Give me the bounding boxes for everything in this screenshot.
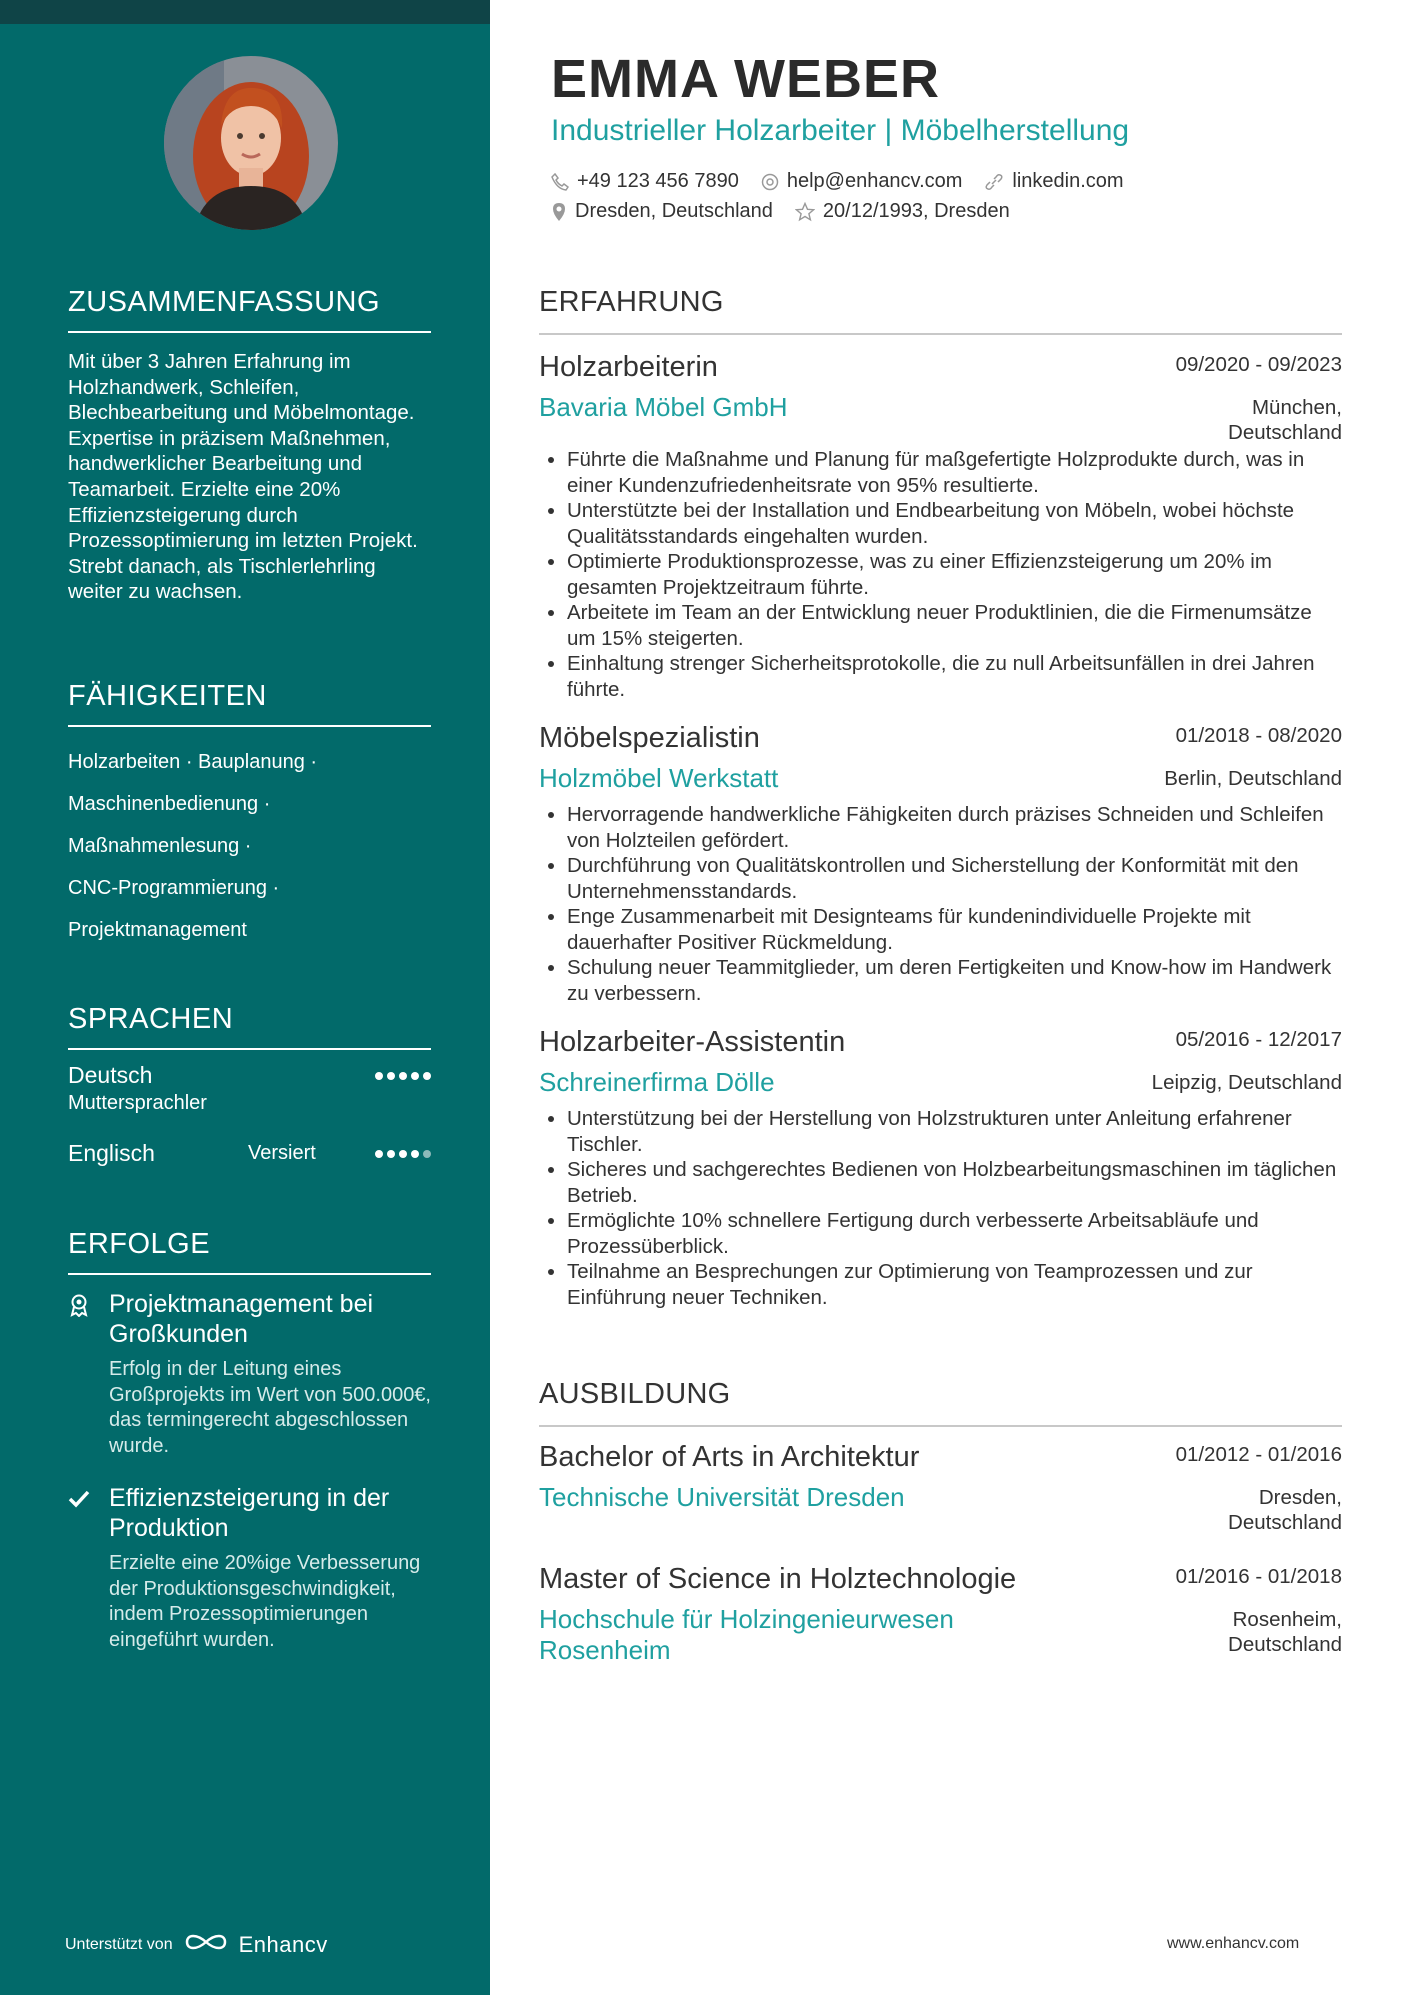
skill-item: Maßnahmenlesung · xyxy=(68,835,252,857)
company-name: Holzmöbel Werkstatt xyxy=(539,763,779,793)
job-location: Berlin, Deutschland xyxy=(1164,767,1342,790)
bullet-item: • Teilnahme an Besprechungen zur Optimierung von Teamprozessen und zur Einführung neuer Techniken. xyxy=(567,1259,1342,1310)
contact-email[interactable]: help@enhancv.com xyxy=(761,170,963,193)
profile-photo xyxy=(164,56,338,230)
achievement-title: Effizienzsteigerung in der Produktion xyxy=(109,1484,390,1542)
contact-phone: +49 123 456 7890 xyxy=(551,170,739,193)
contact-linkedin[interactable]: linkedin.com xyxy=(984,170,1123,193)
link-icon xyxy=(984,173,1004,191)
language-level: Versiert xyxy=(248,1142,316,1164)
bullet-item: • Schulung neuer Teammitglieder, um deren Fertigkeiten und Know-how im Handwerk zu verbessern. xyxy=(567,955,1342,1006)
bullet-item: • Optimierte Produktionsprozesse, was zu einer Effizienzsteigerung um 20% im gesamten Projektzeitraum führte. xyxy=(567,549,1342,600)
degree-title: Bachelor of Arts in Architektur xyxy=(539,1441,920,1473)
education-entry xyxy=(539,1563,1342,1666)
skills-section xyxy=(68,680,431,951)
experience-entry xyxy=(539,722,1342,1006)
job-bullets xyxy=(539,1106,1342,1310)
job-bullets xyxy=(539,802,1342,1006)
language-name: Deutsch xyxy=(68,1062,153,1088)
education-title: AUSBILDUNG xyxy=(539,1378,1342,1427)
bullet-item: • Unterstützung bei der Herstellung von Holzstrukturen unter Anleitung erfahrener Tischler. xyxy=(567,1106,1342,1157)
enhancv-logo-icon xyxy=(183,1930,229,1959)
powered-by-label: Unterstützt von xyxy=(65,1935,173,1953)
job-dates: 05/2016 - 12/2017 xyxy=(1175,1028,1342,1051)
job-title: Möbelspezialistin xyxy=(539,722,760,754)
experience-section xyxy=(539,286,1342,1310)
education-dates: 01/2016 - 01/2018 xyxy=(1175,1565,1342,1588)
job-location: Leipzig, Deutschland xyxy=(1151,1071,1342,1094)
location-pin-icon xyxy=(551,202,567,222)
job-bullets xyxy=(539,447,1342,702)
skill-item: Projektmanagement xyxy=(68,919,247,941)
achievement-item xyxy=(68,1483,431,1653)
achievement-desc: Erzielte eine 20%ige Verbesserung der Produktionsgeschwindigkeit, indem Prozessoptimierungen eingeführt wurden. xyxy=(109,1552,421,1651)
school-name: Technische Universität Dresden xyxy=(539,1482,905,1512)
school-name: Hochschule für Holzingenieurwesen Rosenheim xyxy=(539,1604,954,1665)
sidebar-top-bar xyxy=(0,0,490,24)
bullet-item: • Einhaltung strenger Sicherheitsprotokolle, die zu null Arbeitsunfällen in drei Jahren führte. xyxy=(567,651,1342,702)
bullet-item: • Sicheres und sachgerechtes Bedienen von Holzbearbeitungsmaschinen im täglichen Betrieb. xyxy=(567,1157,1342,1208)
bullet-item: • Führte die Maßnahme und Planung für maßgefertigte Holzprodukte durch, was in einer Kundenzufriedenheitsrate von 95% resultierte. xyxy=(567,447,1342,498)
education-location: Rosenheim, Deutschland xyxy=(1228,1608,1342,1656)
language-dots xyxy=(375,1072,431,1080)
bullet-item: • Enge Zusammenarbeit mit Designteams für kundenindividuelle Projekte mit dauerhafter Positiver Rückmeldung. xyxy=(567,904,1342,955)
candidate-headline: Industrieller Holzarbeiter | Möbelherstellung xyxy=(551,114,1130,147)
summary-title: ZUSAMMENFASSUNG xyxy=(68,286,431,333)
languages-title: SPRACHEN xyxy=(68,1003,431,1050)
degree-title: Master of Science in Holztechnologie xyxy=(539,1563,1017,1595)
contact-birth: 20/12/1993, Dresden xyxy=(795,200,1010,223)
skill-item: CNC-Programmierung · xyxy=(68,877,280,899)
contact-row-2 xyxy=(551,200,1032,223)
achievement-item xyxy=(68,1289,431,1459)
phone-icon xyxy=(551,173,569,191)
language-row xyxy=(68,1128,431,1198)
language-row xyxy=(68,1050,431,1120)
star-icon xyxy=(795,202,815,222)
contact-row-1 xyxy=(551,170,1146,193)
job-dates: 09/2020 - 09/2023 xyxy=(1175,353,1342,376)
achievements-section xyxy=(68,1228,431,1653)
check-icon xyxy=(68,1487,92,1511)
contact-location: Dresden, Deutschland xyxy=(551,200,773,223)
education-dates: 01/2012 - 01/2016 xyxy=(1175,1443,1342,1466)
achievement-title: Projektmanagement bei Großkunden xyxy=(109,1290,374,1348)
award-icon xyxy=(68,1293,92,1317)
language-dots xyxy=(375,1150,431,1158)
bullet-item: • Unterstützte bei der Installation und Endbearbeitung von Möbeln, wobei höchste Qualitätsstandards eingehalten wurden. xyxy=(567,498,1342,549)
education-location: Dresden, Deutschland xyxy=(1228,1486,1342,1534)
brand-name: Enhancv xyxy=(238,1931,328,1957)
achievement-desc: Erfolg in der Leitung eines Großprojekts im Wert von 500.000€, das termingerecht abgeschlossen wurde. xyxy=(109,1358,431,1457)
powered-by xyxy=(65,1930,328,1959)
skills-title: FÄHIGKEITEN xyxy=(68,680,431,727)
bullet-item: • Durchführung von Qualitätskontrollen und Sicherstellung der Konformität mit den Unternehmensstandards. xyxy=(567,853,1342,904)
job-title: Holzarbeiter-Assistentin xyxy=(539,1026,846,1058)
summary-text: Mit über 3 Jahren Erfahrung im Holzhandwerk, Schleifen, Blechbearbeitung und Möbelmontage. Expertise in präzisem Maßnehmen, handwerklicher Bearbeitung und Teamarbeit. Erzielte eine 20% Effizienzsteigerung durch Prozessoptimierung im letzten Projekt. Strebt danach, als Tischlerlehrling weiter zu wachsen. xyxy=(68,350,418,604)
education-entry xyxy=(539,1441,1342,1553)
company-name: Bavaria Möbel GmbH xyxy=(539,392,788,422)
language-level: Muttersprachler xyxy=(68,1092,207,1114)
language-name: Englisch xyxy=(68,1140,155,1166)
bullet-item: • Hervorragende handwerkliche Fähigkeiten durch präzises Schneiden und Schleifen von Holzteilen gefördert. xyxy=(567,802,1342,853)
job-title: Holzarbeiterin xyxy=(539,351,718,383)
summary-section xyxy=(68,286,431,605)
candidate-name: EMMA WEBER xyxy=(551,49,940,109)
education-section xyxy=(539,1378,1342,1666)
bullet-item: • Ermöglichte 10% schnellere Fertigung durch verbesserte Arbeitsabläufe und Prozessüberblick. xyxy=(567,1208,1342,1259)
company-name: Schreinerfirma Dölle xyxy=(539,1067,775,1097)
footer-url[interactable]: www.enhancv.com xyxy=(1167,1935,1300,1952)
at-icon xyxy=(761,173,779,191)
achievements-title: ERFOLGE xyxy=(68,1228,431,1275)
job-dates: 01/2018 - 08/2020 xyxy=(1175,724,1342,747)
experience-title: ERFAHRUNG xyxy=(539,286,1342,335)
experience-entry xyxy=(539,1026,1342,1310)
sidebar xyxy=(0,0,490,1995)
languages-section xyxy=(68,1003,431,1198)
bullet-item: • Arbeitete im Team an der Entwicklung neuer Produktlinien, die die Firmenumsätze um 15% steigerten. xyxy=(567,600,1342,651)
skill-item: Maschinenbedienung · xyxy=(68,793,271,815)
job-location: München, Deutschland xyxy=(1228,396,1342,444)
experience-entry xyxy=(539,351,1342,702)
skill-item: Holzarbeiten · Bauplanung · xyxy=(68,751,318,773)
